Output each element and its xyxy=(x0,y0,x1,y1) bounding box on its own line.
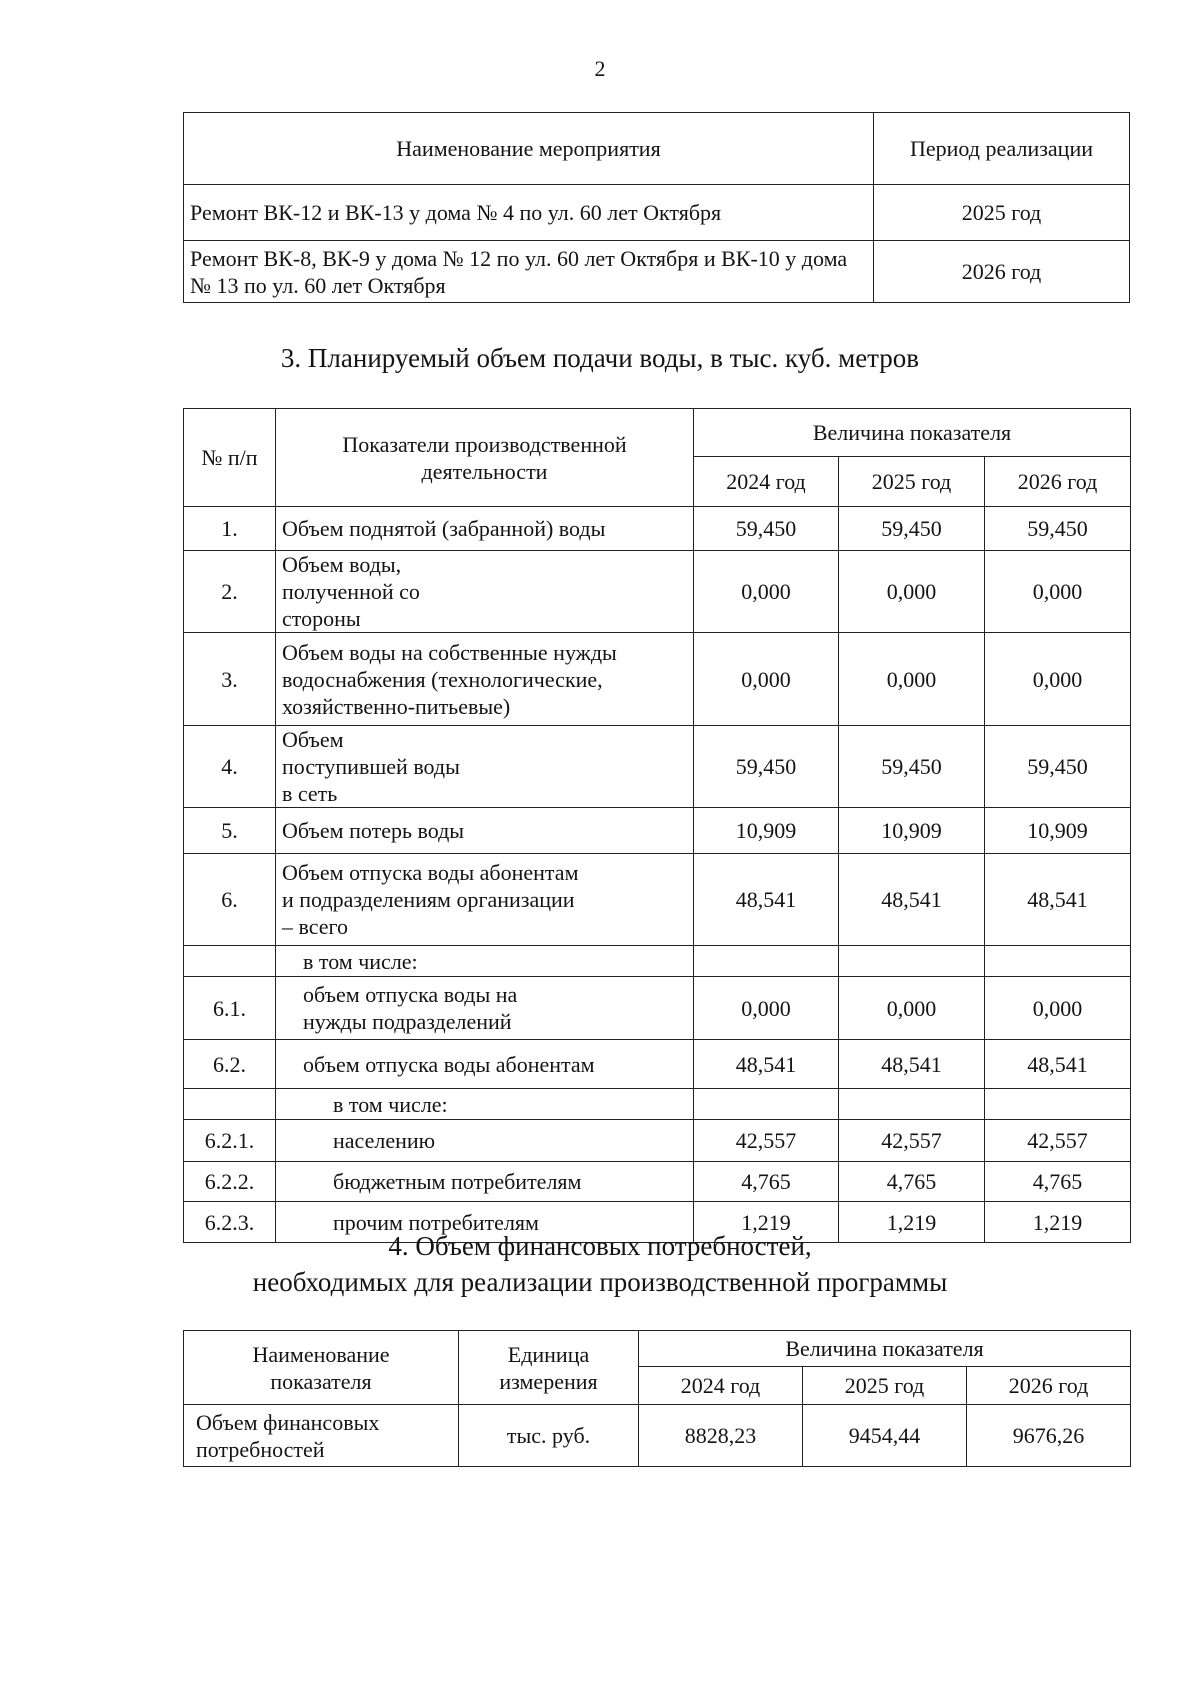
row-num: 1. xyxy=(184,507,276,551)
row-num: 2. xyxy=(184,551,276,633)
row-num: 6. xyxy=(184,854,276,946)
row-value: 10,909 xyxy=(839,808,985,854)
row-num: 3. xyxy=(184,633,276,726)
row-value: 48,541 xyxy=(839,1040,985,1089)
table-row xyxy=(184,808,1131,854)
row-label: Объем потерь воды xyxy=(276,808,694,854)
water-supply-table xyxy=(183,408,1131,1243)
row-value: 0,000 xyxy=(985,977,1131,1040)
row-value: 0,000 xyxy=(985,551,1131,633)
row-value: 1,219 xyxy=(985,1202,1131,1243)
table-row xyxy=(184,946,1131,977)
row-value: 0,000 xyxy=(985,633,1131,726)
table-row xyxy=(184,1089,1131,1120)
row-value: 0,000 xyxy=(694,551,839,633)
row-value: 42,557 xyxy=(694,1120,839,1162)
row-value: 48,541 xyxy=(839,854,985,946)
table-row xyxy=(184,1040,1131,1089)
row-label: бюджетным потребителям xyxy=(276,1162,694,1202)
row-num: 6.2.2. xyxy=(184,1162,276,1202)
row-num: 6.2. xyxy=(184,1040,276,1089)
row-num xyxy=(184,946,276,977)
row-label: объем отпуска воды абонентам xyxy=(276,1040,694,1089)
header-value: Величина показателя xyxy=(694,409,1131,457)
row-value: 59,450 xyxy=(839,726,985,808)
row-value: 48,541 xyxy=(694,1040,839,1089)
row-value: 1,219 xyxy=(839,1202,985,1243)
table-row xyxy=(184,633,1131,726)
table-row xyxy=(184,241,1130,303)
row-value: 0,000 xyxy=(839,977,985,1040)
water-header-row xyxy=(184,409,1131,457)
table-row xyxy=(184,507,1131,551)
finance-row-name: Объем финансовых потребностей xyxy=(184,1405,459,1467)
row-num: 4. xyxy=(184,726,276,808)
row-value: 4,765 xyxy=(839,1162,985,1202)
event-name: Ремонт ВК-12 и ВК-13 у дома № 4 по ул. 60 лет Октября xyxy=(184,185,874,241)
section4-title-line2: необходимых для реализации производственной программы xyxy=(252,1267,948,1297)
header-year: 2024 год xyxy=(694,457,839,507)
table-row xyxy=(184,1120,1131,1162)
finance-header-value: Величина показателя xyxy=(639,1331,1131,1367)
row-value: 59,450 xyxy=(839,507,985,551)
row-value: 0,000 xyxy=(694,633,839,726)
row-value: 48,541 xyxy=(985,1040,1131,1089)
row-value: 59,450 xyxy=(985,726,1131,808)
page-number: 2 xyxy=(594,56,606,81)
finance-header-year: 2026 год xyxy=(967,1367,1131,1405)
row-label: Объем поступившей воды в сеть xyxy=(276,726,694,808)
section3-title: 3. Планируемый объем подачи воды, в тыс. куб. метров xyxy=(280,343,920,373)
table-row xyxy=(184,854,1131,946)
finance-row-value: 9454,44 xyxy=(803,1405,967,1467)
table-row xyxy=(184,977,1131,1040)
row-value: 0,000 xyxy=(839,633,985,726)
finance-header-year: 2025 год xyxy=(803,1367,967,1405)
row-label: Объем воды на собственные нужды водоснабжения (технологические, хозяйственно-питьевые) xyxy=(276,633,694,726)
row-value xyxy=(985,1089,1131,1120)
row-value: 0,000 xyxy=(694,977,839,1040)
events-table xyxy=(183,112,1130,303)
events-header-period: Период реализации xyxy=(874,113,1130,185)
row-value xyxy=(694,1089,839,1120)
row-num xyxy=(184,1089,276,1120)
row-label: населению xyxy=(276,1120,694,1162)
event-period: 2026 год xyxy=(874,241,1130,303)
table-row xyxy=(184,1405,1131,1467)
finance-header-row xyxy=(184,1331,1131,1367)
row-num: 5. xyxy=(184,808,276,854)
row-value: 48,541 xyxy=(694,854,839,946)
row-value: 0,000 xyxy=(839,551,985,633)
row-num: 6.2.1. xyxy=(184,1120,276,1162)
events-header-row xyxy=(184,113,1130,185)
finance-row-value: 9676,26 xyxy=(967,1405,1131,1467)
row-label: прочим потребителям xyxy=(276,1202,694,1243)
table-row xyxy=(184,185,1130,241)
finance-header-name: Наименование показателя xyxy=(184,1331,459,1405)
row-label: в том числе: xyxy=(276,946,694,977)
row-value: 1,219 xyxy=(694,1202,839,1243)
row-label: Объем воды, полученной со стороны xyxy=(276,551,694,633)
header-indicator: Показатели производственной деятельности xyxy=(276,409,694,507)
event-period: 2025 год xyxy=(874,185,1130,241)
row-value: 59,450 xyxy=(694,726,839,808)
row-value: 4,765 xyxy=(694,1162,839,1202)
event-name: Ремонт ВК-8, ВК-9 у дома № 12 по ул. 60 лет Октября и ВК-10 у дома № 13 по ул. 60 лет Октября xyxy=(184,241,874,303)
row-label: объем отпуска воды на нужды подразделений xyxy=(276,977,694,1040)
row-value: 42,557 xyxy=(985,1120,1131,1162)
row-num: 6.2.3. xyxy=(184,1202,276,1243)
finance-header-unit: Единица измерения xyxy=(459,1331,639,1405)
finance-table xyxy=(183,1330,1131,1467)
row-label: в том числе: xyxy=(276,1089,694,1120)
row-value: 59,450 xyxy=(985,507,1131,551)
header-year: 2026 год xyxy=(985,457,1131,507)
row-value xyxy=(839,946,985,977)
finance-row-unit: тыс. руб. xyxy=(459,1405,639,1467)
table-row xyxy=(184,1162,1131,1202)
header-num: № п/п xyxy=(184,409,276,507)
row-value: 42,557 xyxy=(839,1120,985,1162)
finance-header-year: 2024 год xyxy=(639,1367,803,1405)
row-label: Объем поднятой (забранной) воды xyxy=(276,507,694,551)
row-value: 4,765 xyxy=(985,1162,1131,1202)
row-value: 10,909 xyxy=(694,808,839,854)
row-num: 6.1. xyxy=(184,977,276,1040)
finance-row-value: 8828,23 xyxy=(639,1405,803,1467)
row-value: 10,909 xyxy=(985,808,1131,854)
row-value xyxy=(694,946,839,977)
section4-title-line1: 4. Объем финансовых потребностей, xyxy=(388,1231,812,1261)
table-row xyxy=(184,551,1131,633)
row-value: 48,541 xyxy=(985,854,1131,946)
row-value: 59,450 xyxy=(694,507,839,551)
row-value xyxy=(985,946,1131,977)
row-label: Объем отпуска воды абонентам и подразделениям организации – всего xyxy=(276,854,694,946)
table-row xyxy=(184,726,1131,808)
header-year: 2025 год xyxy=(839,457,985,507)
events-header-name: Наименование мероприятия xyxy=(184,113,874,185)
row-value xyxy=(839,1089,985,1120)
